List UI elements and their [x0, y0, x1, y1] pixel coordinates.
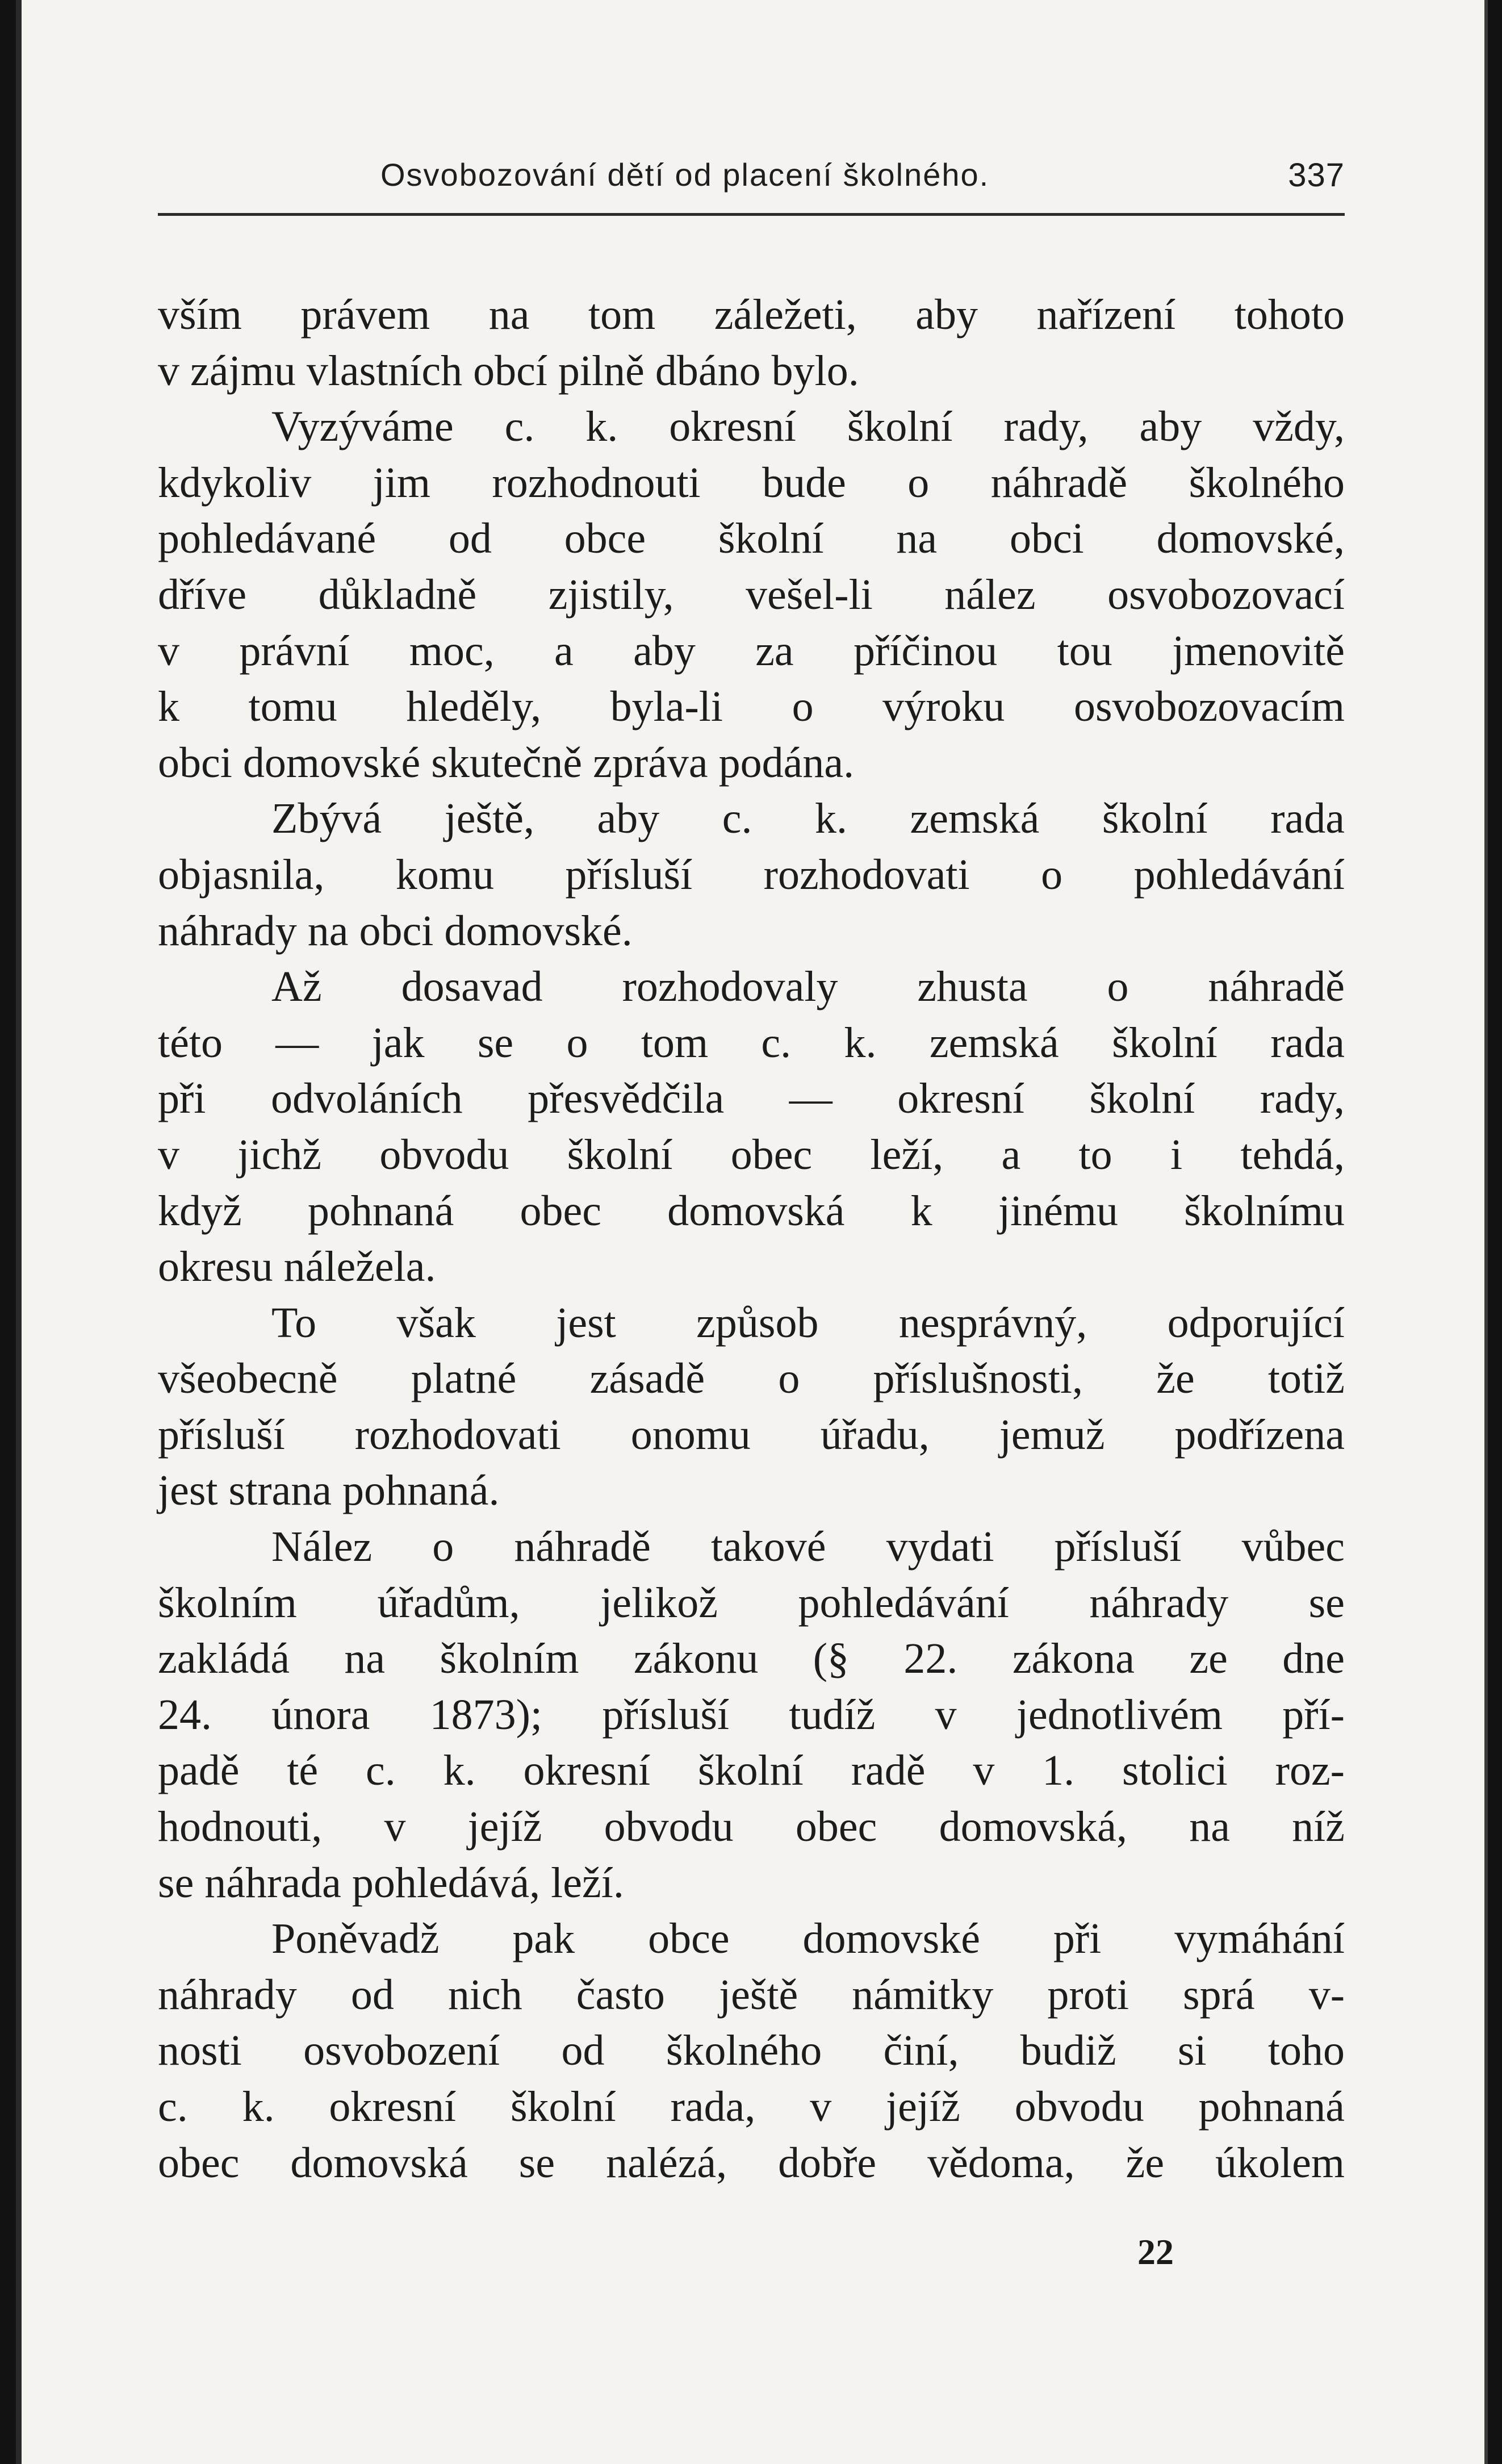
text-line: Zbývá ještě, aby c. k. zemská školní rada — [271, 795, 1345, 843]
text-line: při odvoláních přesvědčila — okresní školní rady, — [158, 1075, 1345, 1123]
text-line: v zájmu vlastních obcí pilně dbáno bylo. — [158, 346, 859, 395]
text-line: Nález o náhradě takové vydati přísluší vůbec — [271, 1523, 1345, 1571]
text-line: Vyzýváme c. k. okresní školní rady, aby vždy, — [271, 403, 1345, 451]
text-line: vším právem na tom záležeti, aby nařízení tohoto — [158, 291, 1345, 339]
signature-mark: 22 — [1137, 2232, 1174, 2272]
text-line: obci domovské skutečně zpráva podána. — [158, 738, 855, 787]
text-line: náhrady na obci domovské. — [158, 907, 633, 955]
text-line: 24. února 1873); přísluší tudíž v jednotlivém pří- — [158, 1690, 1345, 1739]
text-line: objasnila, komu přísluší rozhodovati o pohledávání — [158, 850, 1345, 899]
text-line: obec domovská se nalézá, dobře vědoma, že úkolem — [158, 2139, 1345, 2187]
text-line: k tomu hleděly, byla-li o výroku osvobozovacím — [158, 683, 1345, 731]
document-page — [16, 0, 1488, 2464]
text-line: Poněvadž pak obce domovské při vymáhání — [271, 1915, 1345, 1963]
text-line: přísluší rozhodovati onomu úřadu, jemuž podřízena — [158, 1410, 1345, 1459]
text-line: zakládá na školním zákonu (§ 22. zákona ze dne — [158, 1635, 1345, 1683]
text-line: dříve důkladně zjistily, vešel-li nález osvobozovací — [158, 570, 1345, 619]
body-text — [158, 287, 1345, 2191]
running-header — [158, 156, 1345, 202]
text-line: c. k. okresní školní rada, v jejíž obvodu pohnaná — [158, 2083, 1345, 2131]
page-number: 337 — [1288, 157, 1345, 194]
text-line: Až dosavad rozhodovaly zhusta o náhradě — [271, 963, 1345, 1011]
header-rule — [158, 213, 1345, 216]
text-line: této — jak se o tom c. k. zemská školní rada — [158, 1018, 1345, 1067]
text-line: nosti osvobození od školného činí, budiž si toho — [158, 2027, 1345, 2075]
text-line: náhrady od nich často ještě námitky proti sprá v- — [158, 1970, 1345, 2019]
text-line: školním úřadům, jelikož pohledávání náhrady se — [158, 1578, 1345, 1627]
running-title: Osvobozování dětí od placení školného. — [380, 157, 990, 193]
text-line: v právní moc, a aby za příčinou tou jmenovitě — [158, 627, 1345, 675]
text-line: všeobecně platné zásadě o příslušnosti, že totiž — [158, 1355, 1345, 1403]
text-line: padě té c. k. okresní školní radě v 1. stolici roz- — [158, 1747, 1345, 1795]
text-line: hodnouti, v jejíž obvodu obec domovská, na níž — [158, 1803, 1345, 1851]
text-line: v jichž obvodu školní obec leží, a to i tehdá, — [158, 1130, 1345, 1179]
text-line: okresu náležela. — [158, 1243, 436, 1291]
scan-edge-right — [1484, 0, 1488, 2464]
text-line: pohledávané od obce školní na obci domovské, — [158, 515, 1345, 563]
text-line: To však jest způsob nesprávný, odporující — [271, 1298, 1345, 1347]
text-line: když pohnaná obec domovská k jinému školnímu — [158, 1187, 1345, 1235]
scan-edge-left — [16, 0, 22, 2464]
text-line: se náhrada pohledává, leží. — [158, 1859, 624, 1907]
text-line: jest strana pohnaná. — [158, 1467, 500, 1515]
text-line: kdykoliv jim rozhodnouti bude o náhradě školného — [158, 458, 1345, 507]
